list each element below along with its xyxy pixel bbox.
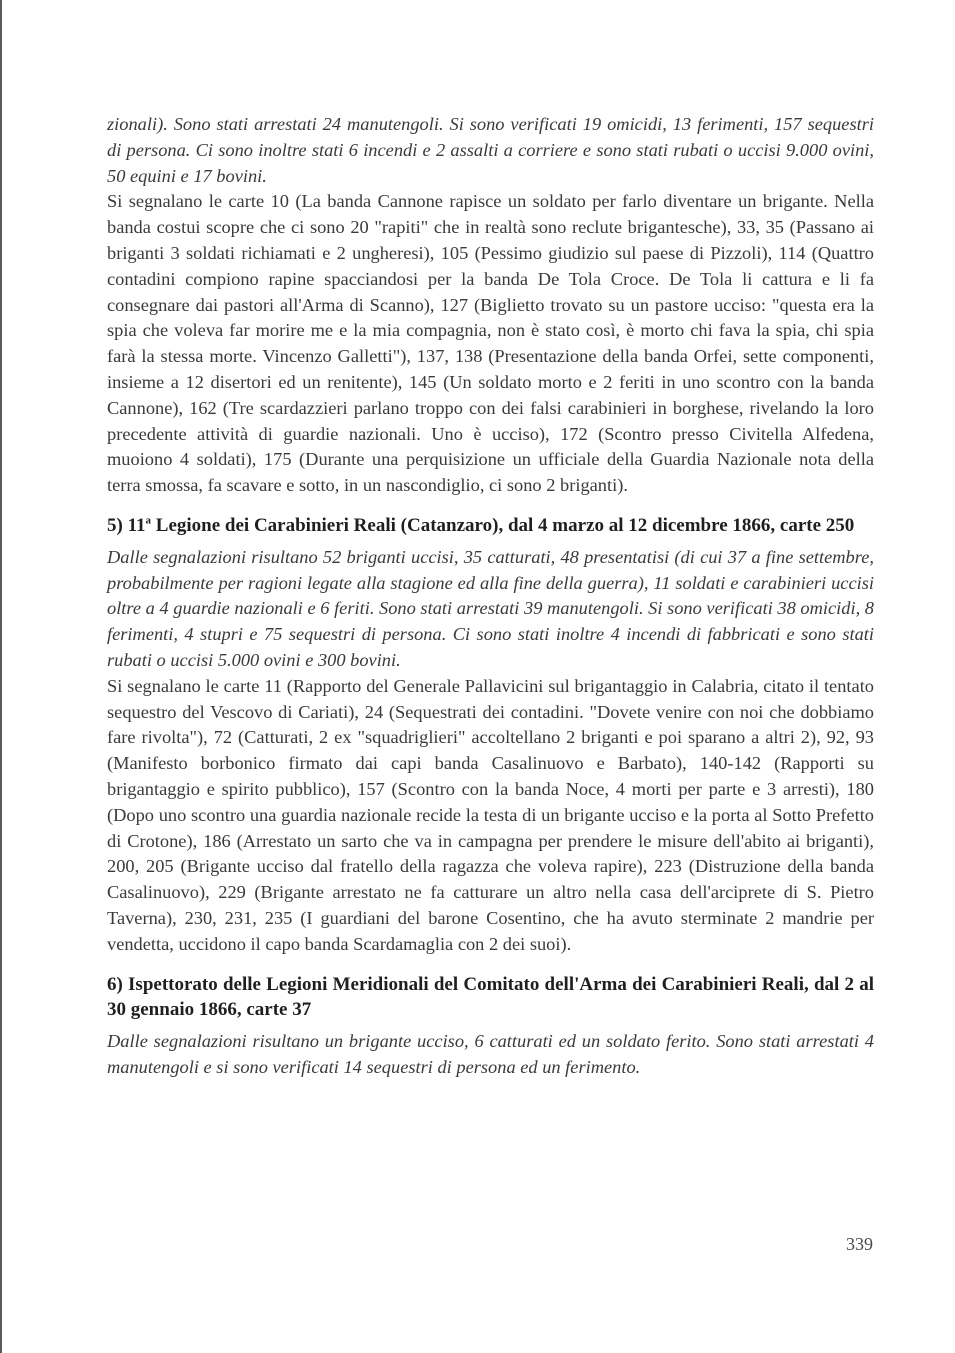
intro-carte-paragraph: Si segnalano le carte 10 (La banda Cannone rapisce un soldato per farlo diventare un brigante. Nella banda costui scopre che ci sono 20 "rapiti" che in realtà sono reclute brigantesche), 33, 35 (Passano ai briganti 3 soldati richiamati e 2 ungheresi), 105 (Pessimo giudizio sul paese di Pizzoli), 114 (Quattro contadini compiono rapine spacciandosi per la banda De Tola Croce. De Tola li cattura e li fa consegnare dai pastori all'Arma di Scanno), 127 (Biglietto trovato su un pastore ucciso: "questa era la spia che voleva far morire me e la mia compagnia, non è stato così, è morto chi fava la spia, chi spia farà la stessa morte. Vincenzo Galletti"), 137, 138 (Presentazione della banda Orfei, sette componenti, insieme a 12 disertori ed un renitente), 145 (Un soldato morto e 2 feriti in uno scontro con la banda Cannone), 162 (Tre scardazzieri parlano troppo con dei falsi carabinieri in borghese, rivelando la loro precedente attività di guardie nazionali. Uno è ucciso), 172 (Scontro presso Civitella Alfedena, muoiono 4 soldati), 175 (Durante una perquisizione un ufficiale della Guardia Nazionale nota della terra smossa, fa scavare e sotto, in un nascondiglio, ci sono 2 briganti). [107, 191, 874, 496]
section-5-summary-paragraph: Dalle segnalazioni risultano 52 briganti uccisi, 35 catturati, 48 presentatisi (di cui 37 a fine settembre, probabilmente per ragioni legate alla stagione ed alla fine della guerra), 11 soldati e carabinieri uccisi oltre a 4 guardie nazionali e 6 feriti. Sono stati arrestati 39 manutengoli. Si sono verificati 38 omicidi, 8 ferimenti, 4 stupri e 75 sequestri di persona. Ci sono stati inoltre 4 incendi di fabbricati e sono stati rubati o uccisi 5.000 ovini e 300 bovini. [107, 546, 874, 670]
page-edge-line [0, 0, 2, 1353]
section-5-heading-number: 5) 11 [107, 514, 146, 536]
intro-summary-paragraph: zionali). Sono stati arrestati 24 manutengoli. Si sono verificati 19 omicidi, 13 ferimenti, 157 sequestri di persona. Ci sono inoltre stati 6 incendi e 2 assalti a corriere e sono stati rubati o uccisi 9.000 ovini, 50 equini e 17 bovini. [107, 114, 874, 186]
section-5-carte-paragraph: Si segnalano le carte 11 (Rapporto del Generale Pallavicini sul brigantaggio in Calabria, citato il tentato sequestro del Vescovo di Cariati), 24 (Sequestrati dei contadini. "Dovete venire con noi che dobbiamo fare rivolta"), 72 (Catturati, 2 ex "squadriglieri" accoltellano 2 briganti e poi sparano a altri 2), 92, 93 (Manifesto borbonico firmato dai capi banda Casalinuovo e Barbato), 140-142 (Rapporti su brigantaggio e spirito pubblico), 157 (Scontro con la banda Noce, 4 morti per parte e 3 arresti), 180 (Dopo uno scontro una guardia nazionale recide la testa di un brigante ucciso e la porta al Sotto Prefetto di Crotone), 186 (Arrestato un sarto che va in campagna per prendere le misure dell'abito ai briganti), 200, 205 (Brigante ucciso dal fratello della ragazza che voleva rapire), 223 (Distruzione della banda Casalinuovo), 229 (Brigante arrestato ne fa catturare un altro nella casa dell'arciprete di S. Pietro Taverna), 230, 231, 235 (I guardiani del barone Cosentino, che ha avuto sterminate 2 mandrie per vendetta, uccidono il capo banda Scardamaglia con 2 dei suoi). [107, 675, 874, 954]
section-5-heading-text: Legione dei Carabinieri Reali (Catanzaro), dal 4 marzo al 12 dicembre 1866, carte 250 [151, 514, 855, 536]
section-5-heading-superscript: a [145, 514, 152, 527]
section-6-summary-paragraph: Dalle segnalazioni risultano un brigante ucciso, 6 catturati ed un soldato ferito. Sono stati arrestati 4 manutengoli e si sono verificati 14 sequestri di persona ed un ferimento. [107, 1031, 874, 1077]
page-number: 339 [846, 1234, 873, 1254]
section-5-heading [107, 513, 874, 539]
section-6-heading: 6) Ispettorato delle Legioni Meridionali del Comitato dell'Arma dei Carabinieri Reali, dal 2 al 30 gennaio 1866, carte 37 [107, 973, 874, 1021]
page-body [107, 112, 874, 1081]
